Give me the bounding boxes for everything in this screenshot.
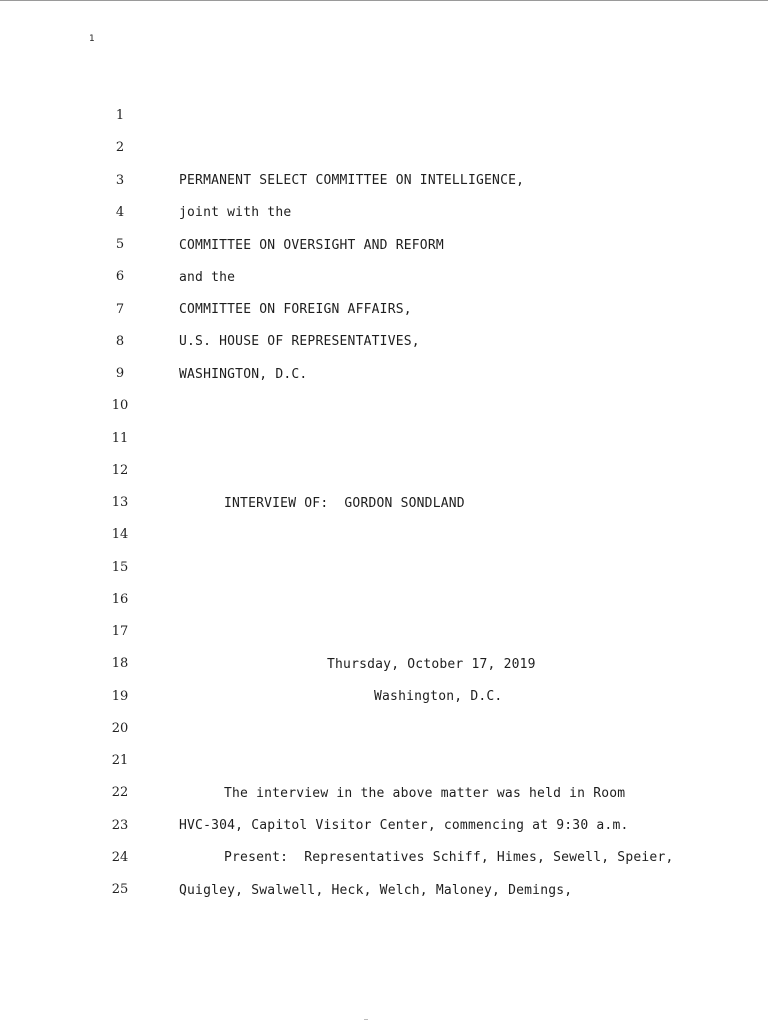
transcript-body <box>0 173 768 915</box>
line-number: 23 <box>111 817 129 833</box>
committee-heading: COMMITTEE ON FOREIGN AFFAIRS, <box>179 302 412 317</box>
line-number: 11 <box>111 430 129 446</box>
scan-speck <box>364 1019 368 1020</box>
committee-heading: PERMANENT SELECT COMMITTEE ON INTELLIGENCE, <box>179 173 525 188</box>
line-number: 3 <box>115 172 125 188</box>
line-number: 24 <box>111 849 129 865</box>
present-line: Quigley, Swalwell, Heck, Welch, Maloney, Demings, <box>179 882 573 898</box>
line-number: 14 <box>111 527 129 543</box>
line-number: 2 <box>115 140 125 156</box>
line-number: 4 <box>115 204 125 220</box>
interview-title: INTERVIEW OF: GORDON SONDLAND <box>224 495 465 511</box>
body-paragraph-line: The interview in the above matter was held in Room <box>224 785 626 801</box>
line-number: 9 <box>115 366 125 381</box>
interview-place: Washington, D.C. <box>374 689 503 704</box>
and-the-text: and the <box>179 269 236 285</box>
line-number: 17 <box>111 624 129 639</box>
page-number: 1 <box>89 34 95 44</box>
location-heading: WASHINGTON, D.C. <box>179 366 308 382</box>
line-number: 10 <box>111 398 129 414</box>
joint-with-text: joint with the <box>179 205 292 221</box>
line-number: 16 <box>111 591 129 607</box>
line-number: 6 <box>115 269 125 285</box>
interview-date: Thursday, October 17, 2019 <box>327 656 536 672</box>
line-number: 19 <box>111 688 129 704</box>
line-number: 22 <box>111 785 129 801</box>
line-number: 13 <box>111 495 129 510</box>
line-number: 15 <box>111 559 129 575</box>
body-paragraph-line: HVC-304, Capitol Visitor Center, commencing at 9:30 a.m. <box>179 818 629 833</box>
house-heading: U.S. HOUSE OF REPRESENTATIVES, <box>179 334 420 350</box>
committee-heading: COMMITTEE ON OVERSIGHT AND REFORM <box>179 237 444 253</box>
line-number: 12 <box>111 462 129 478</box>
line-number: 1 <box>115 108 125 123</box>
line-number: 21 <box>111 753 129 768</box>
line-number: 18 <box>111 656 129 672</box>
line-number: 7 <box>115 301 125 317</box>
line-number: 20 <box>111 720 129 736</box>
scan-edge <box>0 0 768 1</box>
line-number: 5 <box>115 237 125 252</box>
line-number: 8 <box>115 333 125 349</box>
present-line: Present: Representatives Schiff, Himes, Sewell, Speier, <box>224 850 674 866</box>
line-number: 25 <box>111 882 129 897</box>
